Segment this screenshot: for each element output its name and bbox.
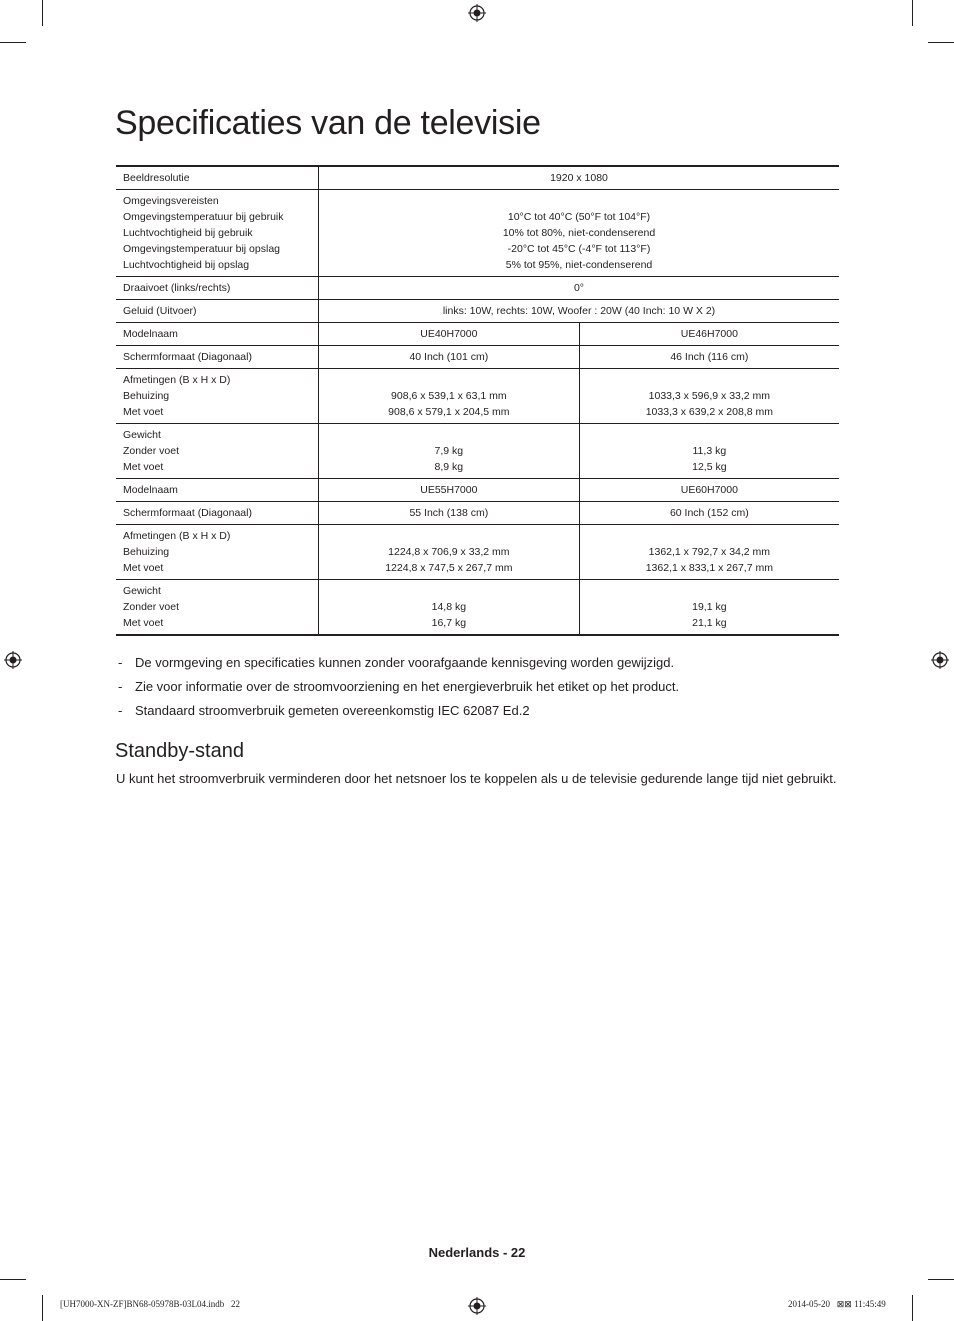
- spec-value-model-a: [319, 479, 580, 502]
- spec-row: [116, 479, 839, 502]
- spec-label-line: Luchtvochtigheid bij gebruik: [123, 227, 253, 239]
- spec-value-line: links: 10W, rechts: 10W, Woofer : 20W (40 Inch: 10 W X 2): [442, 305, 716, 317]
- crop-mark: [42, 1295, 43, 1321]
- crosshair-circle-icon: [4, 651, 22, 669]
- spec-row: [116, 346, 839, 369]
- spec-value-model-b: [579, 580, 839, 636]
- spec-label: [116, 166, 319, 190]
- spec-value: [319, 166, 840, 190]
- spec-label-line: Behuizing: [123, 546, 170, 558]
- spec-label-line: Zonder voet: [123, 445, 180, 457]
- note-item: [116, 676, 679, 700]
- spec-value-model-b-line: 1033,3 x 639,2 x 208,8 mm: [645, 406, 773, 418]
- spec-row: [116, 502, 839, 525]
- spec-value-model-b-line: UE46H7000: [680, 328, 738, 340]
- spec-row: [116, 424, 839, 479]
- spec-label-line: Modelnaam: [123, 328, 178, 340]
- spec-label-line: Gewicht: [123, 585, 161, 597]
- spec-label: [116, 190, 319, 277]
- note-item: [116, 700, 679, 724]
- spec-value-model-a-line: 7,9 kg: [434, 445, 464, 457]
- note-dash: -: [118, 703, 123, 718]
- spec-value-model-a-line: UE40H7000: [420, 328, 478, 340]
- spec-label: [116, 479, 319, 502]
- spec-value-model-b: [579, 369, 839, 424]
- spec-value-model-a-line: 16,7 kg: [431, 617, 467, 629]
- spec-value-model-a: [319, 323, 580, 346]
- note-item: [116, 652, 679, 676]
- crop-mark: [928, 42, 954, 43]
- spec-value: [319, 190, 840, 277]
- spec-table-body: [116, 166, 839, 635]
- spec-table: [116, 165, 839, 636]
- crop-mark: [0, 42, 26, 43]
- spec-row: [116, 323, 839, 346]
- spec-value-model-a-line: 55 Inch (138 cm): [409, 507, 489, 519]
- spec-value-model-a: [319, 369, 580, 424]
- spec-label-line: Omgevingstemperatuur bij opslag: [123, 243, 280, 255]
- spec-label-line: Omgevingsvereisten: [123, 195, 219, 207]
- note-dash: -: [118, 679, 123, 694]
- section-text: U kunt het stroomverbruik verminderen door het netsnoer los te koppelen als u de televisie gedurende lange tijd niet gebruikt.: [116, 771, 837, 786]
- section-heading: Standby-stand: [115, 740, 244, 762]
- spec-value-model-a: [319, 502, 580, 525]
- spec-label-line: Omgevingstemperatuur bij gebruik: [123, 211, 284, 223]
- spec-row: [116, 369, 839, 424]
- spec-label-line: Draaivoet (links/rechts): [123, 282, 231, 294]
- spec-label: [116, 300, 319, 323]
- spec-value-line: 0°: [573, 282, 585, 294]
- spec-value-line: 1920 x 1080: [550, 172, 608, 184]
- spec-value-model-b-line: 60 Inch (152 cm): [669, 507, 749, 519]
- print-file-info: [UH7000-XN-ZF]BN68-05978B-03L04.indb 22: [60, 1299, 240, 1309]
- spec-label: [116, 424, 319, 479]
- spec-value-model-b: [579, 424, 839, 479]
- spec-row: [116, 525, 839, 580]
- note-text: De vormgeving en specificaties kunnen zonder voorafgaande kennisgeving worden gewijzigd.: [135, 655, 675, 670]
- notes-list: [116, 652, 679, 724]
- spec-row: [116, 190, 839, 277]
- spec-value-model-a-line: 908,6 x 579,1 x 204,5 mm: [388, 406, 510, 418]
- crop-mark: [42, 0, 43, 26]
- spec-value-model-b: [579, 479, 839, 502]
- spec-label-line: Afmetingen (B x H x D): [123, 530, 231, 542]
- spec-value-model-b: [579, 502, 839, 525]
- spec-value-model-b-line: 1362,1 x 792,7 x 34,2 mm: [648, 546, 771, 558]
- spec-value-line: 5% tot 95%, niet-condenserend: [505, 259, 653, 271]
- spec-value-model-b-line: 19,1 kg: [692, 601, 727, 613]
- note-dash: -: [118, 655, 123, 670]
- spec-value-model-b-line: 1362,1 x 833,1 x 267,7 mm: [645, 562, 773, 574]
- spec-value-model-a: [319, 346, 580, 369]
- crosshair-circle-icon: [468, 4, 486, 22]
- spec-value-model-a-line: 908,6 x 539,1 x 63,1 mm: [391, 390, 507, 402]
- spec-label-line: Luchtvochtigheid bij opslag: [123, 259, 250, 271]
- spec-label: [116, 346, 319, 369]
- spec-value-model-a-line: 1224,8 x 747,5 x 267,7 mm: [385, 562, 513, 574]
- crop-mark: [912, 1295, 913, 1321]
- spec-label-line: Met voet: [123, 406, 164, 418]
- spec-row: [116, 166, 839, 190]
- spec-label-line: Geluid (Uitvoer): [123, 305, 197, 317]
- spec-value-line: 10°C tot 40°C (50°F tot 104°F): [507, 211, 651, 223]
- spec-value-model-b-line: 1033,3 x 596,9 x 33,2 mm: [648, 390, 771, 402]
- print-date-info: 2014-05-20 ⊠⊠ 11:45:49: [788, 1299, 886, 1309]
- spec-label-line: Schermformaat (Diagonaal): [123, 507, 252, 519]
- spec-value-model-a: [319, 580, 580, 636]
- crop-mark: [912, 0, 913, 26]
- spec-value-model-a: [319, 525, 580, 580]
- spec-value-model-b-line: 21,1 kg: [692, 617, 727, 629]
- spec-label-line: Zonder voet: [123, 601, 180, 613]
- spec-label-line: Met voet: [123, 617, 164, 629]
- spec-value-model-b-line: 12,5 kg: [692, 461, 727, 473]
- spec-label-line: Met voet: [123, 562, 164, 574]
- spec-label: [116, 277, 319, 300]
- crosshair-circle-icon: [931, 651, 949, 669]
- spec-label-line: Gewicht: [123, 429, 161, 441]
- spec-value-model-a-line: 1224,8 x 706,9 x 33,2 mm: [388, 546, 510, 558]
- spec-label-line: Modelnaam: [123, 484, 178, 496]
- spec-label: [116, 580, 319, 636]
- spec-value-model-a-line: 40 Inch (101 cm): [409, 351, 489, 363]
- note-text: Standaard stroomverbruik gemeten overeenkomstig IEC 62087 Ed.2: [135, 703, 530, 718]
- crop-mark: [928, 1279, 954, 1280]
- page-number: Nederlands - 22: [428, 1245, 526, 1260]
- spec-row: [116, 277, 839, 300]
- spec-value-model-b: [579, 525, 839, 580]
- page-title: Specificaties van de televisie: [115, 104, 541, 142]
- crop-mark: [0, 1279, 26, 1280]
- spec-value-line: -20°C tot 45°C (-4°F tot 113°F): [507, 243, 651, 255]
- spec-value: [319, 300, 840, 323]
- spec-label: [116, 369, 319, 424]
- spec-value: [319, 277, 840, 300]
- spec-value-model-b-line: 11,3 kg: [692, 445, 727, 457]
- spec-row: [116, 300, 839, 323]
- crosshair-circle-icon: [468, 1297, 486, 1315]
- spec-value-model-b-line: UE60H7000: [680, 484, 738, 496]
- spec-value-model-a-line: 8,9 kg: [434, 461, 464, 473]
- spec-value-model-b-line: 46 Inch (116 cm): [670, 351, 749, 363]
- spec-label-line: Schermformaat (Diagonaal): [123, 351, 252, 363]
- spec-value-model-b: [579, 323, 839, 346]
- spec-value-model-a-line: UE55H7000: [420, 484, 478, 496]
- spec-label: [116, 525, 319, 580]
- spec-label-line: Behuizing: [123, 390, 170, 402]
- spec-value-model-b: [579, 346, 839, 369]
- spec-label: [116, 502, 319, 525]
- spec-label-line: Met voet: [123, 461, 164, 473]
- note-text: Zie voor informatie over de stroomvoorziening en het energieverbruik het etiket op het product.: [135, 679, 680, 694]
- spec-row: [116, 580, 839, 636]
- spec-value-model-a: [319, 424, 580, 479]
- spec-value-model-a-line: 14,8 kg: [431, 601, 467, 613]
- spec-label: [116, 323, 319, 346]
- spec-value-line: 10% tot 80%, niet-condenserend: [502, 227, 656, 239]
- spec-label-line: Beeldresolutie: [123, 172, 190, 184]
- spec-label-line: Afmetingen (B x H x D): [123, 374, 231, 386]
